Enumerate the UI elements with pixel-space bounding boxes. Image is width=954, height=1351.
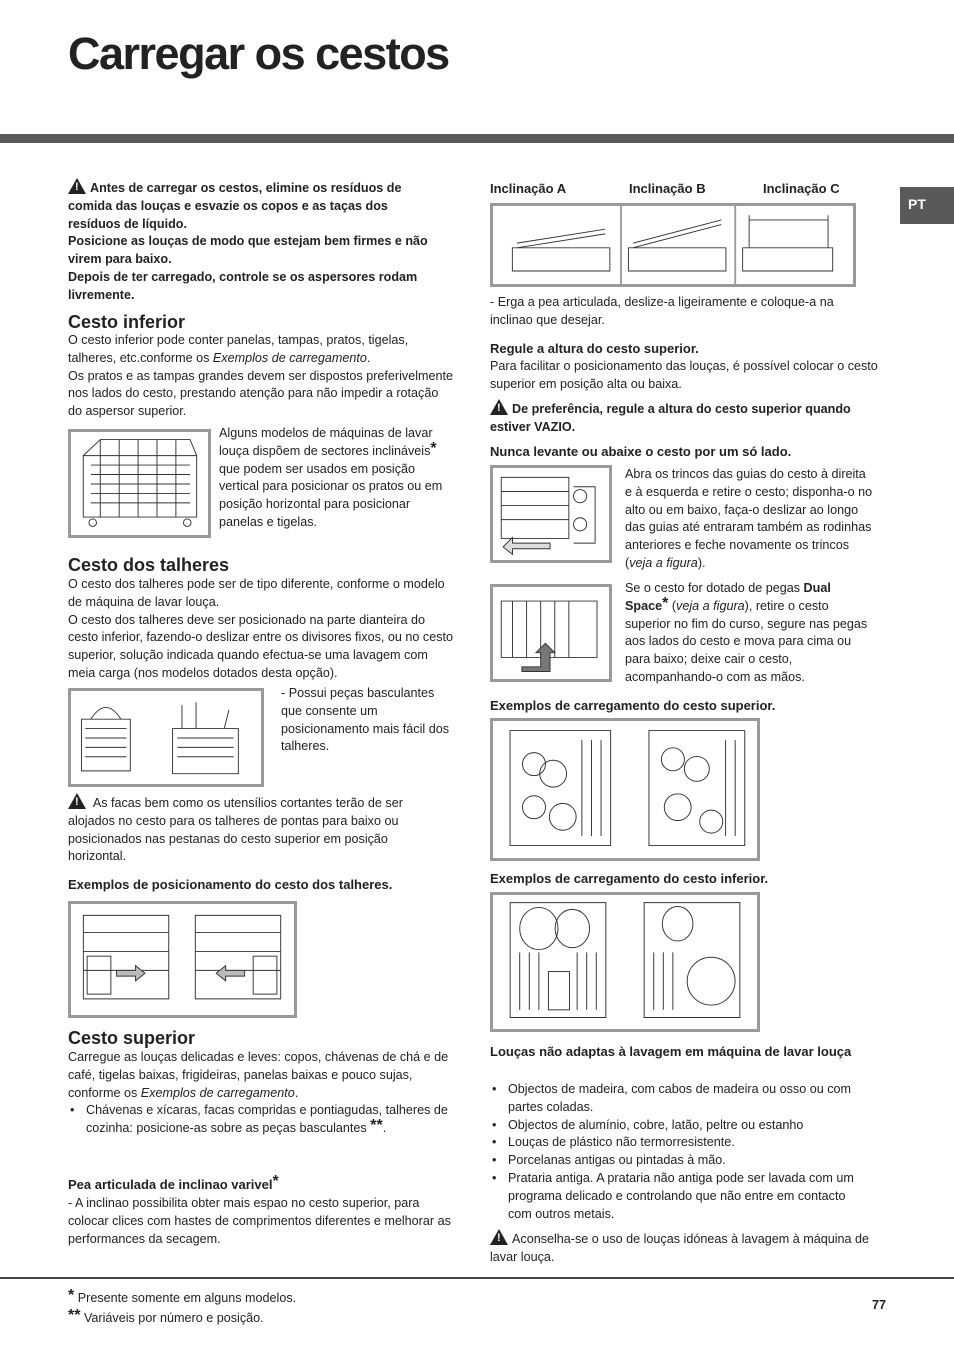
cutlery-tilt-text: - Possui peças basculantes que consente um posicionamento mais fácil dos talheres. xyxy=(281,686,449,754)
erga-text: - Erga a pea articulada, deslize-a ligeiramente e coloque-a na inclinao que desejar. xyxy=(490,295,834,327)
nunca-text: Nunca levante ou abaixe o cesto por um só lado. xyxy=(490,444,792,459)
footnote-star: * xyxy=(662,594,669,612)
inclination-figure xyxy=(490,203,856,287)
footnote-1-text: Presente somente em alguns modelos. xyxy=(77,1291,297,1305)
not-suitable-title: Louças não adaptas à lavagem em máquina de lavar louça xyxy=(490,1044,852,1059)
footnote-star: * xyxy=(272,1173,279,1190)
dual-text-p3: ), retire o cesto superior no fim do curso, segure nas pegas aos lados do cesto e mova para cima ou para baixo; deixe cair o cesto, acompanhando-o com as mãos. xyxy=(625,598,868,684)
knives-warning xyxy=(68,793,448,866)
regule-text: Para facilitar o posicionamento das louças, é possível colocar o cesto superior em posição alta ou baixa. xyxy=(490,359,878,391)
cesto-superior-text xyxy=(68,1049,456,1138)
not-suitable-list xyxy=(490,1081,870,1223)
cesto-superior-list xyxy=(68,1102,456,1138)
dual-text-p2: ( xyxy=(668,598,677,613)
basket-rails-figure xyxy=(490,465,612,563)
header-bar xyxy=(0,134,954,143)
cesto-talheres-text xyxy=(68,576,456,683)
page-title: Carregar os cestos xyxy=(68,28,449,79)
inclinable-sectors-p1: Alguns modelos de máquinas de lavar louça dispõem de sectores inclináveis xyxy=(219,426,433,458)
see-figure-link: veja a figura xyxy=(629,555,698,570)
dual-space-illustration xyxy=(493,587,609,679)
upper-examples-title: Exemplos de carregamento do cesto superior. xyxy=(490,698,776,713)
upper-examples-figure xyxy=(490,718,760,861)
intro-warning-line3: Depois de ter carregado, controle se os aspersores rodam livremente. xyxy=(68,269,418,302)
list-item: • Louças de plástico não termorresistente. xyxy=(490,1134,870,1152)
warning-icon xyxy=(68,793,86,809)
inclinable-sectors-p2: que podem ser usados em posição vertical para posicionar os pratos ou em posição horizontal para posicionar panelas e tigelas. xyxy=(219,461,443,529)
footnote-2-text: Variáveis por número e posição. xyxy=(83,1311,264,1325)
cesto-talheres-p1: O cesto dos talheres pode ser de tipo diferente, conforme o modelo de máquina de lavar louça. xyxy=(68,577,445,609)
basket-rails-illustration xyxy=(493,468,609,560)
not-suitable-list-wrap xyxy=(490,1081,870,1223)
preference-warning xyxy=(490,399,885,437)
lower-examples-figure xyxy=(490,892,760,1032)
list-item: • Objectos de madeira, com cabos de madeira ou osso ou com partes coladas. xyxy=(490,1081,870,1117)
footnote-star: * xyxy=(430,439,437,457)
list-item: • Objectos de alumínio, cobre, latão, peltre ou estanho xyxy=(490,1117,870,1135)
list-item: • Porcelanas antigas ou pintadas à mão. xyxy=(490,1152,870,1170)
dual-space-figure xyxy=(490,584,612,682)
footnote-star: ** xyxy=(370,1117,383,1135)
pea-title-text: Pea articulada de inclinao varivel xyxy=(68,1177,273,1192)
lower-basket-illustration xyxy=(71,432,208,535)
list-item: • Prataria antiga. A prataria não antiga pode ser lavada com um programa delicado e controlando que não entre em contacto com outros metais. xyxy=(490,1170,870,1223)
intro-warning-line2: Posicione as louças de modo que estejam bem firmes e não virem para baixo. xyxy=(68,234,428,267)
cesto-superior-p1: Carregue as louças delicadas e leves: copos, chávenas de chá e de café, tigelas baixas, frigideiras, panelas baixas e pouco sujas, conforme os xyxy=(68,1050,449,1100)
intro-warning-line1: Antes de carregar os cestos, elimine os resíduos de comida das louças e esvazie os copos e as taças dos resíduos de líquido. xyxy=(68,181,402,231)
bullet-text: Chávenas e xícaras, facas compridas e pontiagudas, talheres de cozinha: posicione-as sobre as peças basculantes xyxy=(86,1103,448,1136)
cutlery-examples-figure xyxy=(68,901,297,1018)
list-item xyxy=(68,1102,456,1138)
lower-examples-illustration xyxy=(493,895,757,1029)
abra-text-p1: Abra os trincos das guias do cesto à direita e à esquerda e retire o cesto; disponha-o no alto ou em baixo, faça-o deslizar ao longo das guias até entraram também as rodinhas anteriores e feche novamente os trincos ( xyxy=(625,467,873,570)
cesto-talheres-heading: Cesto dos talheres xyxy=(68,555,230,575)
cesto-inferior-p1: O cesto inferior pode conter panelas, tampas, pratos, tigelas, talheres, etc.conforme os xyxy=(68,333,409,365)
cesto-talheres-p2: O cesto dos talheres deve ser posicionado na parte dianteira do cesto inferior, fazendo-o deslizar entre os divisores fixos, ou no cesto superior, solução indicada quando efectua-se uma lavagem com meia carga (nos modelos dotados desta opção). xyxy=(68,612,454,680)
knives-warning-text: As facas bem como os utensílios cortantes terão de ser alojados no cesto para os talheres de pontas para baixo ou posicionados nas pestanas do cesto superior em posição horizontal. xyxy=(68,796,403,864)
preference-warning-text: De preferência, regule a altura do cesto superior quando estiver VAZIO. xyxy=(490,402,851,434)
inclination-c-label: Inclinação C xyxy=(763,181,840,196)
language-tab: PT xyxy=(900,187,954,224)
intro-warning xyxy=(68,178,438,305)
inclinable-sectors-text xyxy=(219,425,455,532)
inclination-illustration xyxy=(493,206,853,284)
abra-text xyxy=(625,466,875,573)
pea-articulada-text: - A inclinao possibilita obter mais espao no cesto superior, para colocar clices com hastes de comprimentos diferentes e melhorar as performances da secagem. xyxy=(68,1196,451,1246)
inclination-b-label: Inclinação B xyxy=(629,181,706,196)
advice-text: Aconselha-se o uso de louças idóneas à lavagem à máquina de lavar louça. xyxy=(490,1232,870,1264)
cesto-inferior-p2: Os pratos e as tampas grandes devem ser dispostos preferivelmente nos lados do cesto, prestando atenção para não impedir a rotação do aspersor superior. xyxy=(68,368,453,419)
examples-link: Exemplos de carregamento xyxy=(212,350,367,365)
cutlery-basket-figure xyxy=(68,688,264,787)
footnote-mark: * xyxy=(68,1287,75,1304)
examples-link: Exemplos de carregamento xyxy=(140,1085,295,1100)
cesto-inferior-text xyxy=(68,332,454,421)
see-figure-link: veja a figura xyxy=(676,598,745,613)
cesto-inferior-p1-end: . xyxy=(366,350,371,365)
warning-icon xyxy=(68,178,86,194)
cutlery-basket-illustration xyxy=(71,691,261,784)
footnote-2 xyxy=(68,1307,264,1328)
page-number: 77 xyxy=(872,1298,887,1312)
cutlery-examples-title: Exemplos de posicionamento do cesto dos talheres. xyxy=(68,877,393,892)
pea-articulada-title xyxy=(68,1173,279,1194)
cesto-superior-heading: Cesto superior xyxy=(68,1028,196,1048)
dual-space-text xyxy=(625,580,870,687)
footnote-1 xyxy=(68,1287,297,1308)
cutlery-examples-illustration xyxy=(71,904,294,1015)
inclination-a-label: Inclinação A xyxy=(490,181,567,196)
abra-text-end: ). xyxy=(697,555,706,570)
upper-examples-illustration xyxy=(493,721,757,858)
advice-warning xyxy=(490,1229,885,1267)
footer-rule xyxy=(0,1277,954,1279)
warning-icon xyxy=(490,1229,508,1245)
cesto-superior-p1-end: . xyxy=(294,1085,299,1100)
bullet-end: . xyxy=(382,1121,387,1136)
dual-space-label: Dual Space xyxy=(625,581,831,613)
warning-icon xyxy=(490,399,508,415)
lower-basket-figure xyxy=(68,429,211,538)
cesto-inferior-heading: Cesto inferior xyxy=(68,312,186,332)
footnote-mark: ** xyxy=(68,1307,81,1324)
regule-title: Regule a altura do cesto superior. xyxy=(490,341,699,356)
lower-examples-title: Exemplos de carregamento do cesto inferior. xyxy=(490,871,769,886)
dual-text-p1: Se o cesto for dotado de pegas xyxy=(625,581,804,595)
